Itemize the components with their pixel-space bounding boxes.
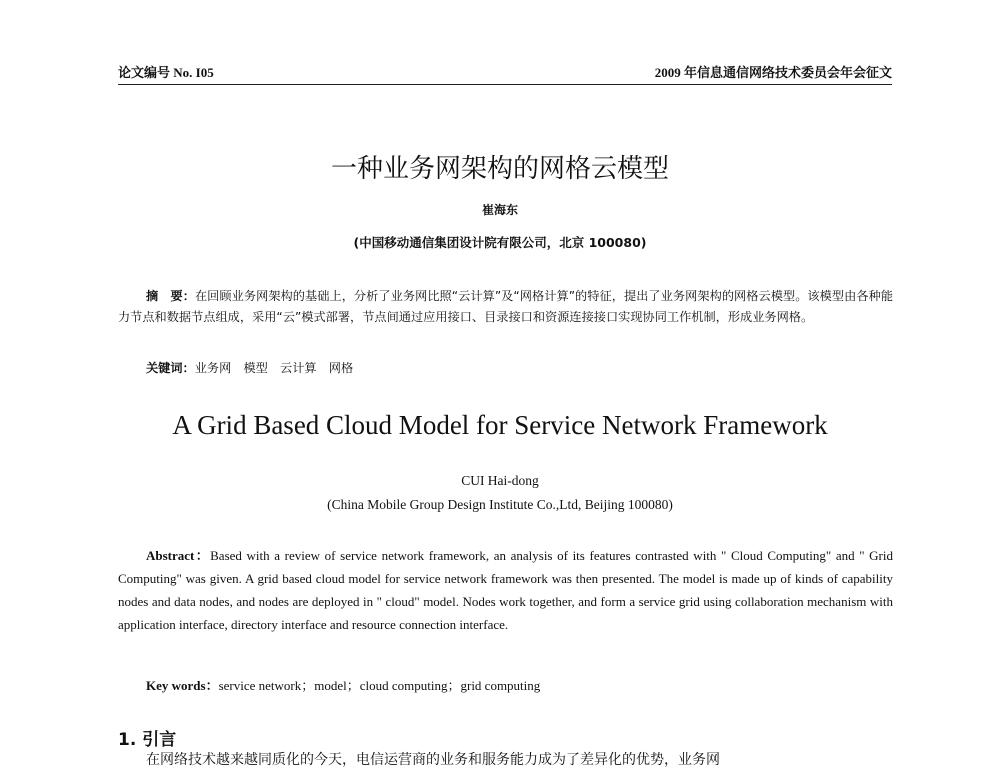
author-english: CUI Hai-dong	[461, 473, 539, 488]
abstract-label-en: Abstract：	[146, 548, 211, 563]
running-header	[118, 62, 892, 85]
keywords-text-en: service network；model；cloud computing；grid computing	[218, 678, 541, 693]
abstract-text: 在回顾业务网架构的基础上，分析了业务网比照“云计算”及“网格计算”的特征，提出了业务网架构的网格云模型。该模型由各种能力节点和数据节点组成，采用“云”模式部署，节点间通过应用接口、目录接口和资源连接接口实现协同工作机制，形成业务网格。	[118, 289, 894, 324]
section-heading: 1. 引言	[118, 730, 177, 750]
affiliation-english: (China Mobile Group Design Institute Co.,Ltd, Beijing 100080)	[327, 497, 673, 512]
abstract-text-en: Based with a review of service network framework, an analysis of its features contrasted with " Cloud Computing" and " Grid Computing" was given. A grid based cloud model for service network framework was then presented. The model is made up of kinds of capability nodes and data nodes, and nodes are deployed in " cloud" model. Nodes work together, and form a service grid using collaboration mechanism with application interface, directory interface and resource connection interface.	[118, 548, 893, 632]
abstract-chinese	[118, 286, 893, 328]
keywords-text: 业务网 模型 云计算 网格	[194, 361, 354, 375]
keywords-label-en: Key words：	[146, 678, 219, 693]
keywords-chinese	[118, 358, 893, 379]
author-chinese: 崔海东	[481, 203, 518, 217]
abstract-label: 摘 要：	[146, 289, 195, 303]
title-english: A Grid Based Cloud Model for Service Network Framework	[172, 410, 828, 440]
affiliation-chinese: (中国移动通信集团设计院有限公司，北京 100080)	[353, 235, 647, 250]
keywords-label: 关键词：	[146, 361, 195, 375]
conference-name: 2009 年信息通信网络技术委员会年会征文	[654, 65, 892, 80]
section-first-line: 在网络技术越来越同质化的今天，电信运营商的业务和服务能力成为了差异化的优势，业务网	[146, 752, 720, 768]
abstract-english	[118, 544, 893, 636]
paper-number: 论文编号 No. I05	[118, 65, 214, 80]
title-chinese: 一种业务网架构的网格云模型	[330, 154, 669, 184]
keywords-english	[118, 674, 893, 697]
